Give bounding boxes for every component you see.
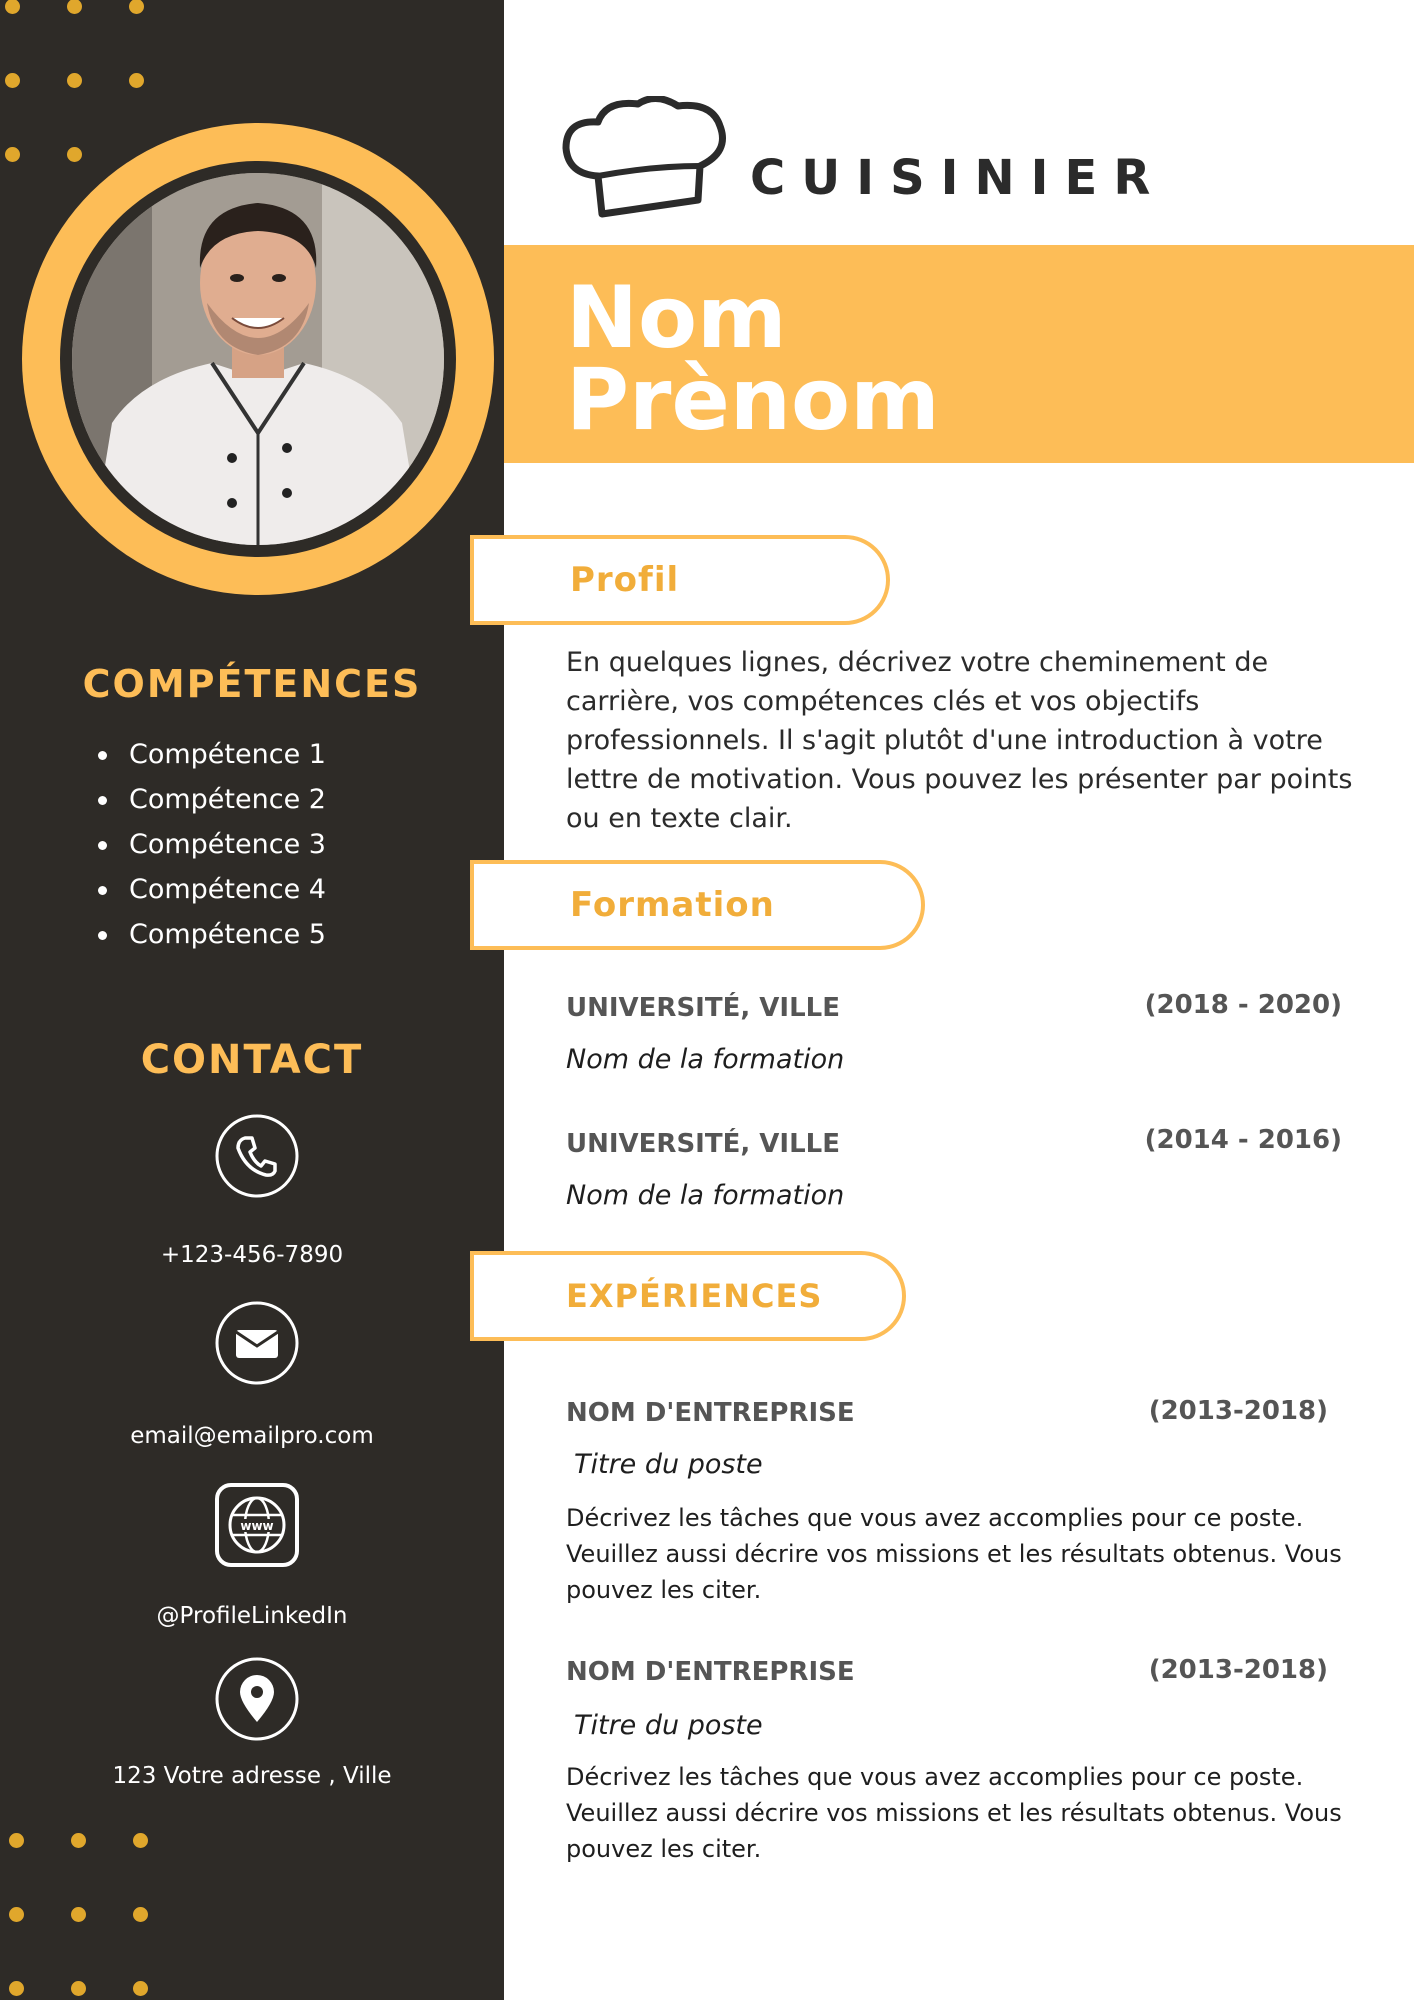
experience-years: (2013-2018) [1148, 1655, 1328, 1685]
section-education-header [470, 860, 925, 950]
experience-description: Décrivez les tâches que vous avez accomplies pour ce poste. Veuillez aussi décrire vos missions et les résultats obtenus. Vous pouvez les citer. [566, 1763, 1342, 1863]
skill-label: Compétence 4 [129, 874, 326, 905]
section-experience-header [470, 1251, 906, 1341]
list-item [96, 735, 326, 780]
section-title: EXPÉRIENCES [566, 1277, 823, 1315]
profile-photo [72, 173, 444, 545]
photo-frame [22, 123, 494, 595]
name-first: Nom [566, 268, 787, 368]
section-title: Formation [570, 885, 775, 925]
education-school: UNIVERSITÉ, VILLE [566, 1129, 840, 1159]
experience-position: Titre du poste [574, 1449, 763, 1480]
experience-company: NOM D'ENTREPRISE [566, 1657, 855, 1687]
phone-text: +123-456-7890 [160, 1242, 344, 1268]
experience-years: (2013-2018) [1148, 1396, 1328, 1426]
section-title: Profil [570, 560, 680, 600]
list-item [96, 870, 326, 915]
education-years: (2014 - 2016) [1144, 1125, 1342, 1155]
profile-text: En quelques lignes, décrivez votre cheminement de carrière, vos compétences clés et vos objectifs professionnels. Il s'agit plutôt d'une introduction à votre lettre de motivation. Vous pouvez les présenter par points ou en texte clair. [566, 647, 1353, 834]
education-years: (2018 - 2020) [1144, 990, 1342, 1020]
email-text: email@emailpro.com [130, 1423, 374, 1449]
education-degree: Nom de la formation [566, 1180, 845, 1211]
name-banner [504, 245, 1414, 463]
email-icon [214, 1300, 300, 1386]
contact-heading: CONTACT [140, 1037, 364, 1083]
experience-description: Décrivez les tâches que vous avez accomplies pour ce poste. Veuillez aussi décrire vos missions et les résultats obtenus. Vous pouvez les citer. [566, 1504, 1342, 1604]
job-title: CUISINIER [750, 150, 1167, 206]
skill-label: Compétence 3 [129, 829, 326, 860]
list-item [96, 780, 326, 825]
skills-heading: COMPÉTENCES [82, 662, 422, 706]
education-school: UNIVERSITÉ, VILLE [566, 993, 840, 1023]
decor-dots-bottom [0, 1820, 504, 2000]
sidebar [0, 0, 504, 2000]
section-profile-header [470, 535, 890, 625]
skills-list [96, 735, 326, 960]
experience-position: Titre du poste [574, 1710, 763, 1741]
linkedin-text: @ProfileLinkedIn [156, 1603, 348, 1629]
chef-hat-icon [562, 96, 732, 218]
list-item [96, 915, 326, 960]
education-degree: Nom de la formation [566, 1044, 845, 1075]
web-icon [214, 1482, 300, 1568]
location-icon [214, 1656, 300, 1742]
list-item [96, 825, 326, 870]
phone-icon [214, 1113, 300, 1199]
experience-company: NOM D'ENTREPRISE [566, 1398, 855, 1428]
skill-label: Compétence 1 [129, 739, 326, 770]
skill-label: Compétence 2 [129, 784, 326, 815]
svg-text:www: www [240, 1519, 274, 1533]
skill-label: Compétence 5 [129, 919, 326, 950]
address-text: 123 Votre adresse , Ville [112, 1763, 392, 1789]
name-last: Prènom [566, 350, 940, 450]
